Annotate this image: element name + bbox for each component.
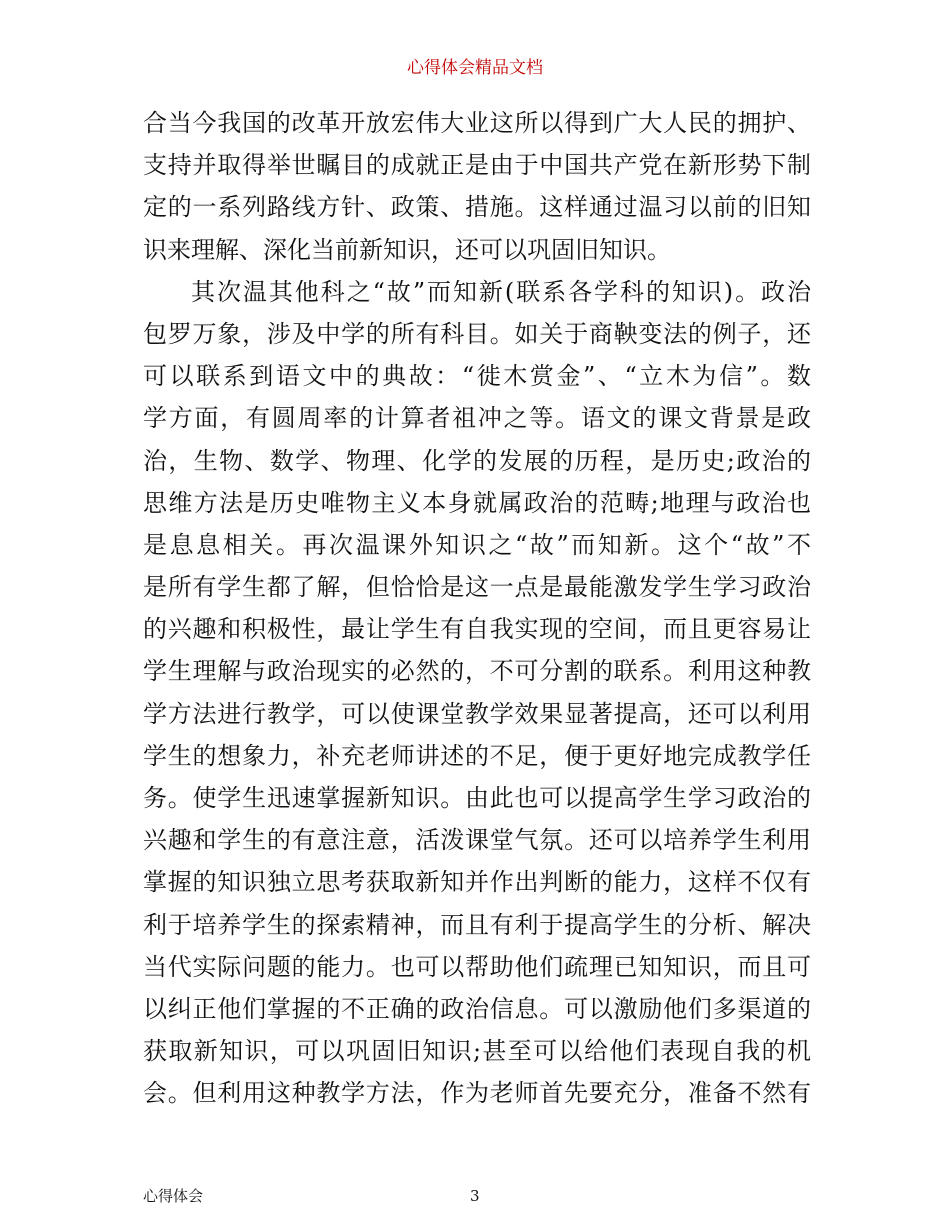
body-line: 学方面，有圆周率的计算者祖冲之等。语文的课文背景是政 [143, 404, 811, 433]
body-line: 学生理解与政治现实的必然的，不可分割的联系。利用这种教 [143, 657, 811, 686]
body-line: 学生的想象力，补充老师讲述的不足，便于更好地完成教学任 [143, 741, 811, 770]
body-line: 治，生物、数学、物理、化学的发展的历程，是历史;政治的 [143, 446, 811, 475]
page-header-title: 心得体会精品文档 [407, 58, 543, 78]
body-line: 其次温其他科之“故”而知新(联系各学科的知识)。政治 [191, 277, 811, 306]
body-line: 包罗万象，涉及中学的所有科目。如关于商鞅变法的例子，还 [143, 319, 811, 348]
body-line: 掌握的知识独立思考获取新知并作出判断的能力，这样不仅有 [143, 868, 811, 897]
body-line: 务。使学生迅速掌握新知识。由此也可以提高学生学习政治的 [143, 784, 811, 812]
footer-label: 心得体会 [143, 1187, 204, 1205]
body-line: 支持并取得举世瞩目的成就正是由于中国共产党在新形势下制 [143, 151, 811, 180]
body-line: 识来理解、深化当前新知识，还可以巩固旧知识。 [143, 235, 671, 264]
body-line: 当代实际问题的能力。也可以帮助他们疏理已知知识，而且可 [143, 952, 811, 981]
page-number: 3 [470, 1187, 480, 1205]
body-line: 是所有学生都了解，但恰恰是这一点是最能激发学生学习政治 [143, 573, 811, 602]
body-line: 以纠正他们掌握的不正确的政治信息。可以激励他们多渠道的 [143, 994, 811, 1023]
body-line: 会。但利用这种教学方法，作为老师首先要充分，准备不然有 [143, 1079, 811, 1108]
body-line: 学方法进行教学，可以使课堂教学效果显著提高，还可以利用 [143, 699, 811, 728]
page-footer [143, 1185, 811, 1207]
body-line: 的兴趣和积极性，最让学生有自我实现的空间，而且更容易让 [143, 615, 811, 644]
body-line: 获取新知识，可以巩固旧知识;甚至可以给他们表现自我的机 [143, 1037, 811, 1066]
body-line: 定的一系列路线方针、政策、措施。这样通过温习以前的旧知 [143, 193, 811, 222]
body-line: 兴趣和学生的有意注意，活泼课堂气氛。还可以培养学生利用 [143, 826, 811, 855]
document-body [143, 102, 811, 1115]
body-line: 思维方法是历史唯物主义本身就属政治的范畴;地理与政治也 [143, 488, 811, 517]
body-line: 利于培养学生的探索精神，而且有利于提高学生的分析、解决 [143, 910, 811, 939]
body-line: 合当今我国的改革开放宏伟大业这所以得到广大人民的拥护、 [143, 109, 811, 137]
body-line: 是息息相关。再次温课外知识之“故”而知新。这个“故”不 [143, 530, 811, 559]
body-line: 可以联系到语文中的典故：“徙木赏金”、“立木为信”。数 [143, 362, 811, 391]
